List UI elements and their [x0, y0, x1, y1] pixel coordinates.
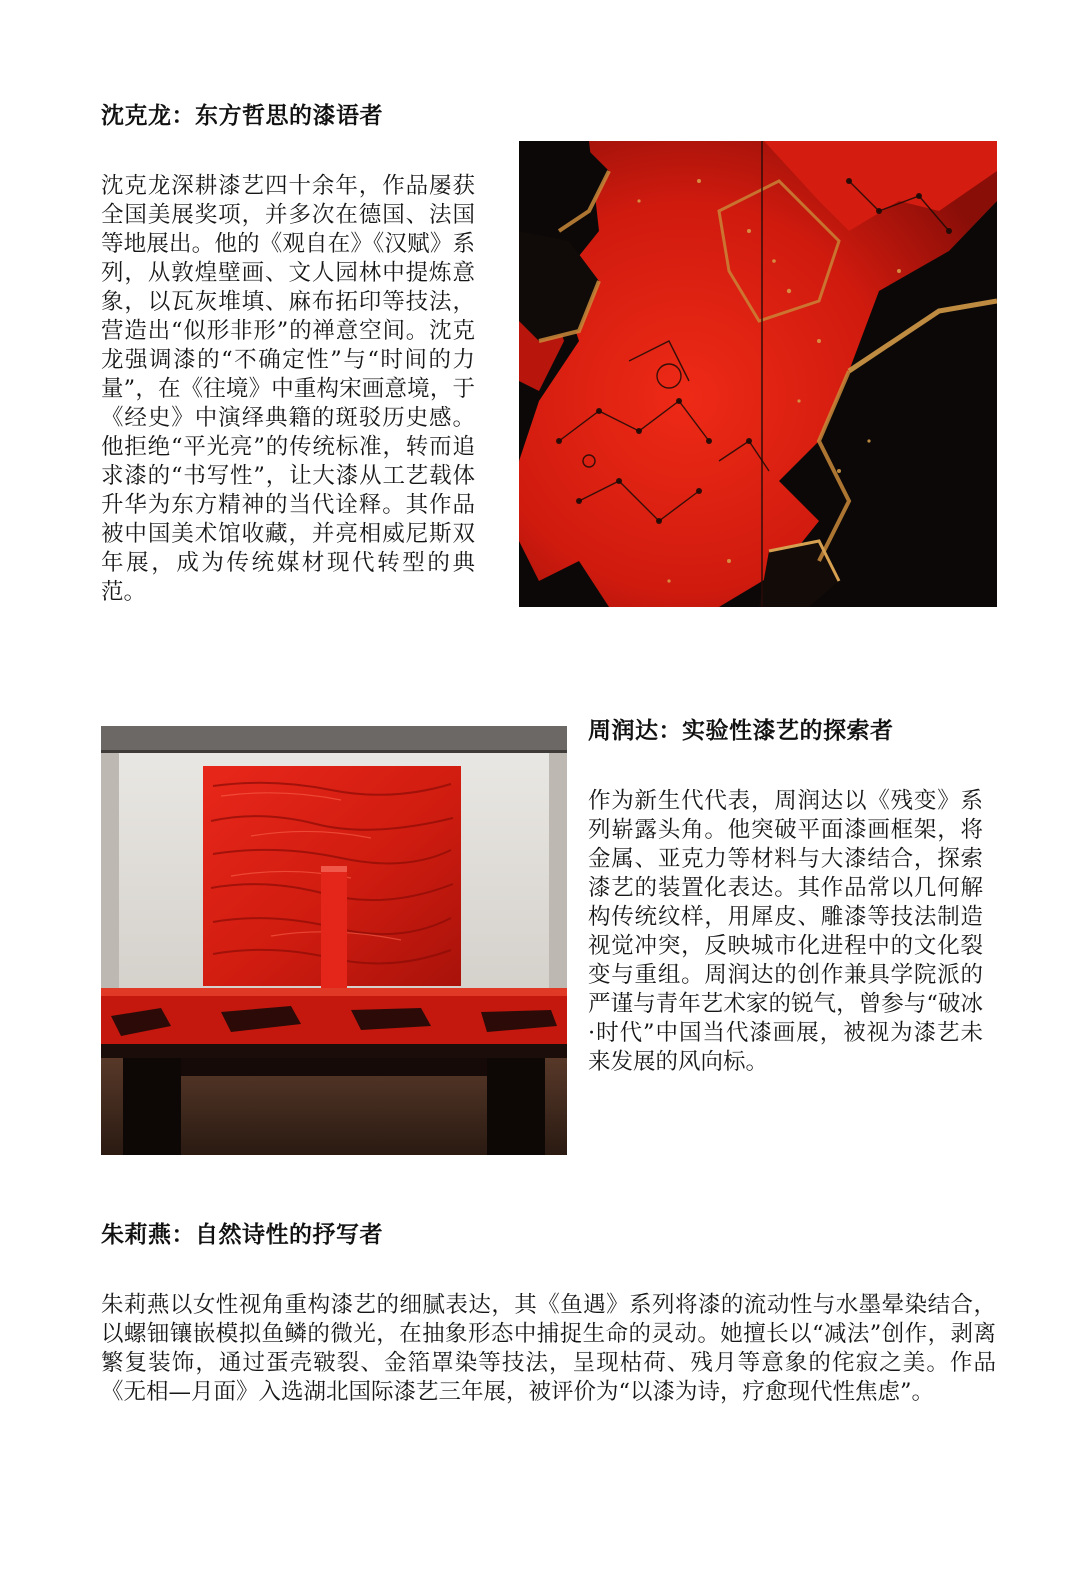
section-heading-zhou-runda: 周润达：实验性漆艺的探索者	[588, 718, 894, 744]
section-body-shen-kelong: 沈克龙深耕漆艺四十余年，作品屡获全国美展奖项，并多次在德国、法国等地展出。他的《观自在》《汉赋》系列，从敦煌壁画、文人园林中提炼意象，以瓦灰堆填、麻布拓印等技法，营造出“似形非形”的禅意空间。沈克龙强调漆的“不确定性”与“时间的力量”，在《往境》中重构宋画意境，于《经史》中演绎典籍的斑驳历史感。他拒绝“平光亮”的传统标准，转而追求漆的“书写性”，让大漆从工艺载体升华为东方精神的当代诠释。其作品被中国美术馆收藏，并亮相威尼斯双年展，成为传统媒材现代转型的典范。	[101, 173, 475, 605]
section-heading-shen-kelong: 沈克龙：东方哲思的漆语者	[101, 103, 383, 129]
section-body-zhou-runda: 作为新生代代表，周润达以《残变》系列崭露头角。他突破平面漆画框架，将金属、亚克力等材料与大漆结合，探索漆艺的装置化表达。其作品常以几何解构传统纹样，用犀皮、雕漆等技法制造视觉冲突，反映城市化进程中的文化裂变与重组。周润达的创作兼具学院派的严谨与青年艺术家的锐气，曾参与“破冰·时代”中国当代漆画展，被视为漆艺未来发展的风向标。	[588, 788, 983, 1075]
lacquer-installation-photo	[101, 726, 567, 1155]
lacquer-painting-image-constellation	[519, 141, 997, 607]
section-body-zhu-liyan: 朱莉燕以女性视角重构漆艺的细腻表达，其《鱼遇》系列将漆的流动性与水墨晕染结合，以螺钿镶嵌模拟鱼鳞的微光，在抽象形态中捕捉生命的灵动。她擅长以“减法”创作，剥离繁复装饰，通过蛋壳皲裂、金箔罩染等技法，呈现枯荷、残月等意象的侘寂之美。作品《无相—月面》入选湖北国际漆艺三年展，被评价为“以漆为诗，疗愈现代性焦虑”。	[101, 1292, 996, 1405]
section-heading-zhu-liyan: 朱莉燕：自然诗性的抒写者	[101, 1222, 383, 1248]
